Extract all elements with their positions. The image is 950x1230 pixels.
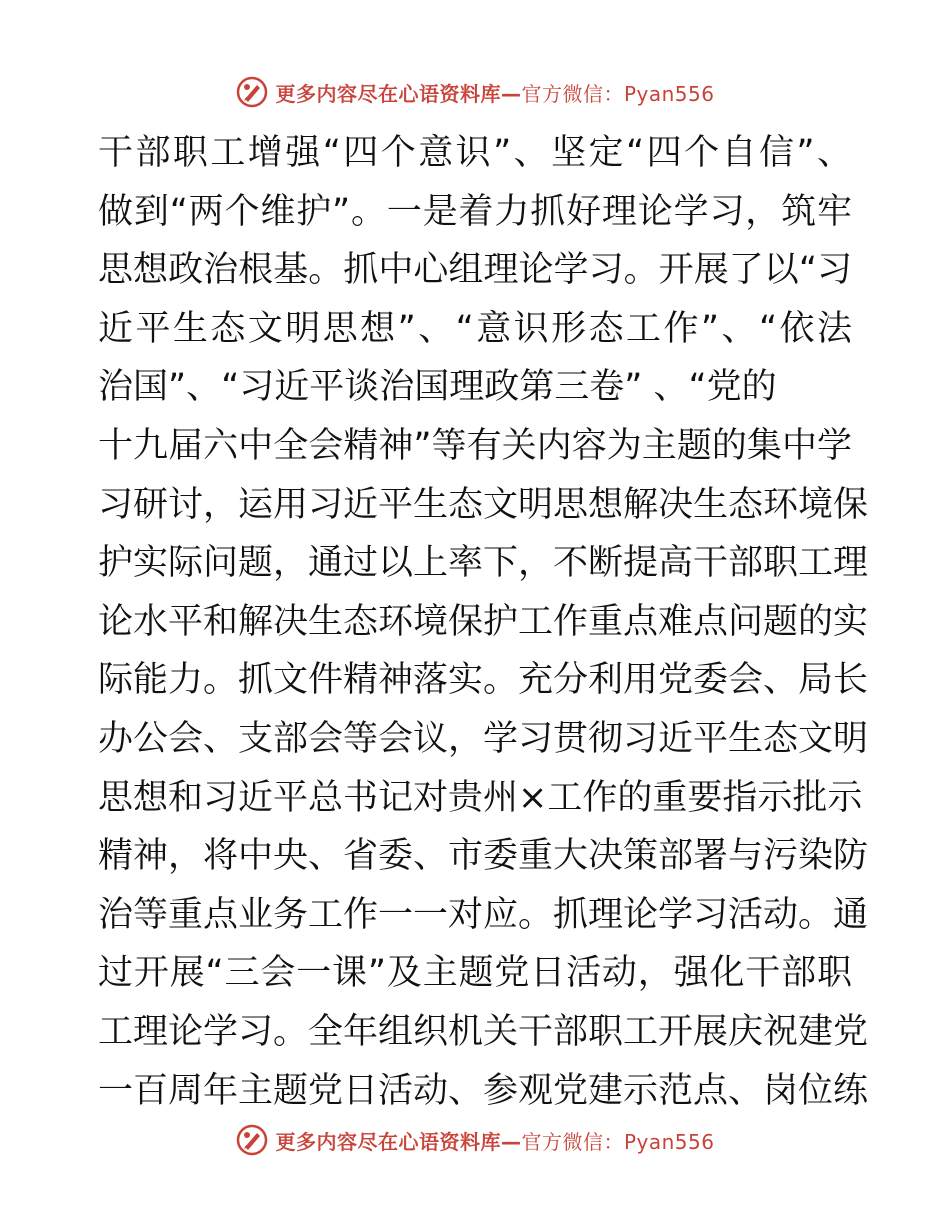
body-line: 护实际问题，通过以上率下，不断提高干部职工理: [98, 543, 869, 584]
body-line: 近平生态文明思想”、“意识形态工作”、“依法: [98, 308, 852, 349]
document-body: [98, 124, 869, 1120]
watermark-text: 更多内容尽在心语资料库—官方微信：Pyan556: [275, 1129, 715, 1154]
body-line: 习研讨，运用习近平生态文明思想解决生态环境保: [98, 484, 869, 525]
body-line: 一百周年主题党日活动、参观党建示范点、岗位练: [98, 1070, 869, 1111]
body-line: 思想政治根基。抓中心组理论学习。开展了以“习: [98, 250, 852, 291]
body-line: 干部职工增强“四个意识”、坚定“四个自信”、: [98, 133, 852, 173]
body-line: 思想和习近平总书记对贵州×工作的重要指示批示: [98, 777, 863, 818]
pen-seal-icon: [235, 1123, 269, 1157]
watermark-text: 更多内容尽在心语资料库—官方微信：Pyan556: [275, 81, 715, 106]
body-line: 论水平和解决生态环境保护工作重点难点问题的实: [98, 601, 869, 642]
footer-watermark: [0, 1120, 950, 1160]
body-line: 过开展“三会一课”及主题党日活动，强化干部职: [98, 953, 852, 994]
body-line: 办公会、支部会等会议，学习贯彻习近平生态文明: [98, 718, 869, 759]
body-line: 十九届六中全会精神”等有关内容为主题的集中学: [98, 425, 852, 466]
header-watermark: [0, 72, 950, 112]
body-line: 际能力。抓文件精神落实。充分利用党委会、局长: [98, 660, 869, 701]
body-line: 治国”、“习近平谈治国理政第三卷” 、“党的: [98, 367, 777, 408]
body-line: 精神，将中央、省委、市委重大决策部署与污染防: [98, 836, 869, 877]
body-line: 工理论学习。全年组织机关干部职工开展庆祝建党: [98, 1011, 869, 1052]
body-line: 治等重点业务工作一一对应。抓理论学习活动。通: [98, 894, 869, 935]
pen-seal-icon: [235, 75, 269, 109]
body-line: 做到“两个维护”。一是着力抓好理论学习，筑牢: [98, 191, 852, 232]
